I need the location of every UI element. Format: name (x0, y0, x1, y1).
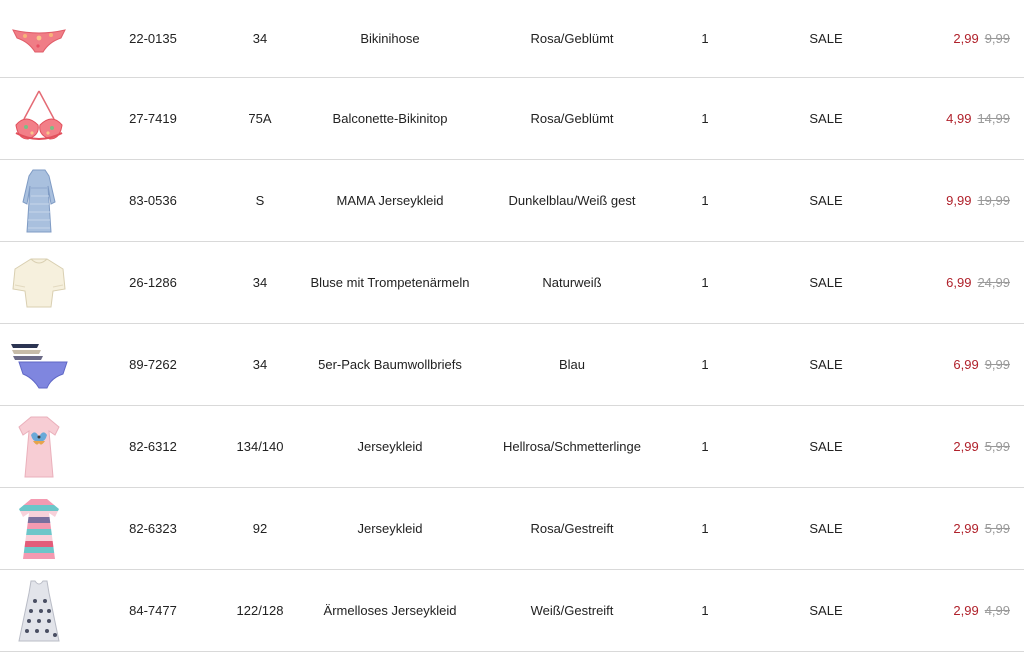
product-image[interactable] (10, 577, 68, 645)
kids-dress-butterfly-icon (15, 415, 63, 479)
price (900, 406, 1010, 487)
maternity-dress-icon (21, 168, 57, 234)
blouse-icon (11, 255, 67, 311)
product-name[interactable]: Bikinihose (360, 30, 420, 46)
quantity: 1 (701, 30, 709, 46)
quantity: 1 (701, 356, 709, 372)
size: 92 (252, 520, 268, 536)
status-badge: SALE (809, 30, 843, 46)
original-price: 24,99 (977, 274, 1010, 290)
sale-price: 6,99 (946, 274, 972, 290)
color: Hellrosa/Schmetterlinge (502, 438, 641, 454)
product-name[interactable]: Bluse mit Trompetenärmeln (310, 274, 470, 290)
product-image[interactable] (10, 7, 68, 75)
original-price: 4,99 (984, 602, 1010, 618)
table-row[interactable] (0, 406, 1024, 488)
status-badge: SALE (809, 356, 843, 372)
original-price: 14,99 (977, 110, 1010, 126)
size: 75A (248, 110, 272, 126)
quantity: 1 (701, 274, 709, 290)
original-price: 9,99 (984, 356, 1010, 372)
product-image[interactable] (10, 495, 68, 563)
quantity: 1 (701, 602, 709, 618)
original-price: 9,99 (984, 30, 1010, 46)
article-number: 82-6323 (129, 520, 177, 536)
status-badge: SALE (809, 438, 843, 454)
table-row[interactable] (0, 242, 1024, 324)
status-badge: SALE (809, 110, 843, 126)
article-number: 84-7477 (129, 602, 177, 618)
price (900, 488, 1010, 569)
sale-price: 4,99 (946, 110, 972, 126)
size: 34 (252, 30, 268, 46)
product-name[interactable]: Ärmelloses Jerseykleid (323, 602, 457, 618)
price (900, 570, 1010, 651)
sale-price: 2,99 (953, 520, 979, 536)
color: Rosa/Geblümt (530, 110, 614, 126)
article-number: 26-1286 (129, 274, 177, 290)
size: 134/140 (236, 438, 284, 454)
product-name[interactable]: Balconette-Bikinitop (332, 110, 448, 126)
product-name[interactable]: MAMA Jerseykleid (336, 192, 444, 208)
article-number: 89-7262 (129, 356, 177, 372)
size: 34 (252, 356, 268, 372)
bikini-bottom-icon (11, 26, 67, 56)
price (900, 242, 1010, 323)
table-row[interactable] (0, 488, 1024, 570)
product-name[interactable]: Jerseykleid (357, 438, 423, 454)
product-image[interactable] (10, 413, 68, 481)
color: Rosa/Gestreift (530, 520, 614, 536)
original-price: 5,99 (984, 520, 1010, 536)
quantity: 1 (701, 192, 709, 208)
sale-price: 2,99 (953, 30, 979, 46)
status-badge: SALE (809, 520, 843, 536)
size: S (255, 192, 265, 208)
product-image[interactable] (10, 167, 68, 235)
sale-price: 2,99 (953, 602, 979, 618)
article-number: 82-6312 (129, 438, 177, 454)
product-name[interactable]: Jerseykleid (357, 520, 423, 536)
color: Naturweiß (542, 274, 602, 290)
product-image[interactable] (10, 331, 68, 399)
original-price: 19,99 (977, 192, 1010, 208)
color: Weiß/Gestreift (530, 602, 614, 618)
color: Dunkelblau/Weiß gest (508, 192, 636, 208)
price (900, 0, 1010, 77)
sleeveless-dress-icon (15, 579, 63, 643)
price (900, 160, 1010, 241)
product-image[interactable] (10, 85, 68, 153)
article-number: 27-7419 (129, 110, 177, 126)
sale-price: 9,99 (946, 192, 972, 208)
table-row[interactable] (0, 160, 1024, 242)
article-number: 83-0536 (129, 192, 177, 208)
status-badge: SALE (809, 602, 843, 618)
table-row[interactable] (0, 0, 1024, 78)
status-badge: SALE (809, 192, 843, 208)
quantity: 1 (701, 520, 709, 536)
original-price: 5,99 (984, 438, 1010, 454)
quantity: 1 (701, 110, 709, 126)
striped-dress-icon (15, 497, 63, 561)
article-number: 22-0135 (129, 30, 177, 46)
size: 122/128 (236, 602, 284, 618)
table-row[interactable] (0, 324, 1024, 406)
product-name[interactable]: 5er-Pack Baumwollbriefs (318, 356, 462, 372)
table-row[interactable] (0, 78, 1024, 160)
quantity: 1 (701, 438, 709, 454)
size: 34 (252, 274, 268, 290)
status-badge: SALE (809, 274, 843, 290)
price (900, 324, 1010, 405)
briefs-pack-icon (9, 340, 69, 390)
price (900, 78, 1010, 159)
table-row[interactable] (0, 570, 1024, 652)
product-image[interactable] (10, 249, 68, 317)
color: Blau (558, 356, 586, 372)
sale-price: 2,99 (953, 438, 979, 454)
bikini-top-icon (14, 89, 64, 149)
color: Rosa/Geblümt (530, 30, 614, 46)
sale-price: 6,99 (953, 356, 979, 372)
